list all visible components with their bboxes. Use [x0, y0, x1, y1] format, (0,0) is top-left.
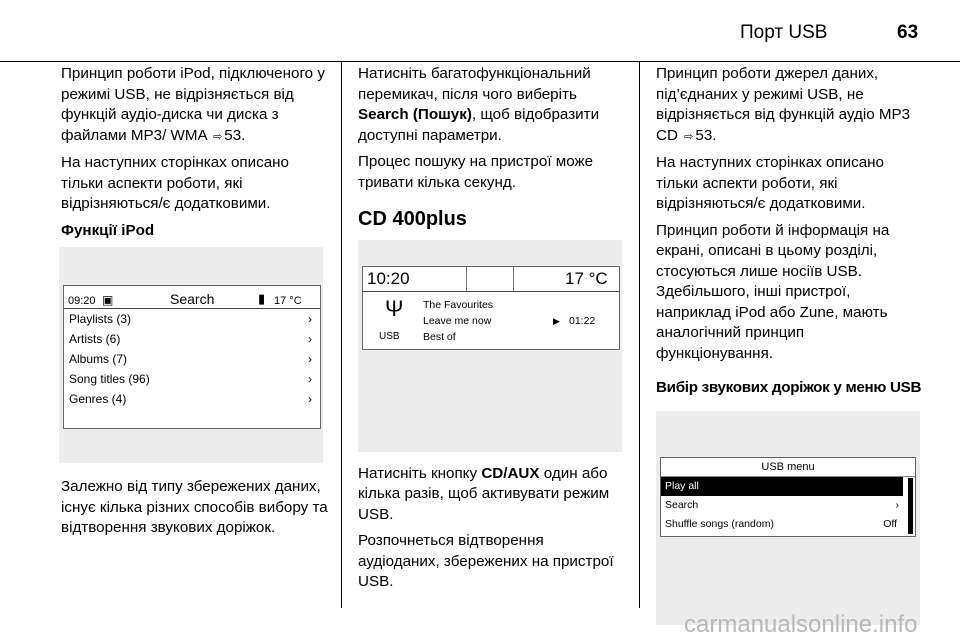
section-title: Порт USB [740, 22, 828, 43]
page-header [0, 0, 960, 60]
paragraph: Процес пошуку на пристрої може тривати кілька секунд. [358, 153, 594, 191]
track-line: The Favourites [423, 298, 494, 311]
track-line: Leave me now [423, 314, 492, 327]
section-heading: CD 400plus [358, 208, 467, 230]
status-bar [363, 267, 619, 292]
paragraph: Залежно від типу збережених даних, існує кілька різних способів вибору та відтворення звукових доріжок. [61, 478, 328, 536]
paragraph: Натисніть кнопку CD/AUX один або кілька разів, щоб активувати режим USB. [358, 464, 610, 523]
chevron-right-icon: › [308, 372, 312, 386]
header-rule [0, 61, 960, 62]
divider [513, 267, 514, 291]
page-number: 63 [897, 22, 919, 43]
reference-arrow-icon: ⇨ [213, 130, 223, 143]
usb-menu-display [660, 457, 916, 537]
scrollbar[interactable] [908, 478, 913, 534]
section-heading: Функції iPod [61, 221, 155, 239]
section-heading: Вибір звукових доріжок у меню USB [656, 379, 922, 396]
track-line: Best of [423, 330, 456, 343]
play-icon: ▶ [553, 315, 560, 326]
list-item[interactable]: Albums (7) › [64, 349, 320, 369]
cd-display [362, 266, 620, 350]
usb-icon: Ψ [385, 295, 404, 321]
temperature: 17 °C [565, 268, 608, 288]
paragraph: Принцип роботи й інформація на екрані, описані в цьому розділі, стосуються лише носіїв USB. Здебільшого, інші пристрої, наприклад iPod або Zune, мають аналогічний принцип функціонування. [656, 221, 890, 362]
column-divider [639, 62, 640, 608]
list-item[interactable]: Artists (6) › [64, 329, 320, 349]
device-icon: ▮ [258, 291, 266, 306]
column-2 [358, 64, 628, 599]
clock: 09:20 [68, 295, 96, 307]
menu-item-shuffle[interactable]: Shuffle songs (random) Off [661, 515, 903, 534]
chevron-right-icon: › [308, 352, 312, 366]
ipod-icon: ▣ [102, 293, 114, 307]
list-item[interactable]: Song titles (96) › [64, 369, 320, 389]
divider [466, 267, 467, 291]
source-label: USB [379, 330, 400, 342]
chevron-right-icon: › [308, 332, 312, 346]
paragraph: На наступних сторінках описано тільки аспекти роботи, які відрізняються/є додатковими. [656, 154, 884, 212]
list-item[interactable]: Genres (4) › [64, 389, 320, 409]
screen-title: Search [170, 291, 215, 307]
chevron-right-icon: › [895, 498, 899, 511]
play-time: 01:22 [569, 314, 596, 327]
list-item[interactable]: Playlists (3) › [64, 309, 320, 329]
shuffle-value: Off [883, 517, 897, 530]
clock: 10:20 [367, 268, 410, 288]
column-divider [341, 62, 342, 608]
usb-menu-screenshot [656, 411, 920, 625]
chevron-right-icon: › [308, 312, 312, 326]
paragraph: Принцип роботи iPod, підключеного у режимі USB, не відрізняється від функцій аудіо-диска чи диска з файлами MP3/ WMA ⇨ 53. [61, 64, 329, 147]
temperature: 17 °C [274, 295, 302, 307]
paragraph: Принцип роботи джерел даних, під’єднаних у режимі USB, не відрізняється від функцій аудіо MP3 CD ⇨ 53. [656, 64, 922, 147]
paragraph: Натисніть багатофункціональний перемикач, після чого виберіть Search (Пошук), щоб відобразити доступні параметри. [358, 65, 600, 144]
menu-item-play-all[interactable]: Play all [661, 477, 903, 496]
ipod-display [63, 285, 321, 429]
menu-title: USB menu [661, 458, 915, 477]
cd-screenshot [358, 240, 622, 452]
status-bar [64, 286, 320, 309]
column-3 [656, 64, 922, 625]
paragraph: На наступних сторінках описано тільки аспекти роботи, які відрізняються/є додатковими. [61, 154, 289, 212]
menu-item-search[interactable]: Search › [661, 496, 903, 515]
chevron-right-icon: › [308, 392, 312, 406]
ipod-screenshot [59, 247, 323, 463]
column-1 [61, 64, 329, 545]
watermark: carmanualsonline.info [684, 611, 918, 638]
reference-arrow-icon: ⇨ [684, 130, 694, 143]
paragraph: Розпочнеться відтворення аудіоданих, збережених на пристрої USB. [358, 532, 614, 590]
